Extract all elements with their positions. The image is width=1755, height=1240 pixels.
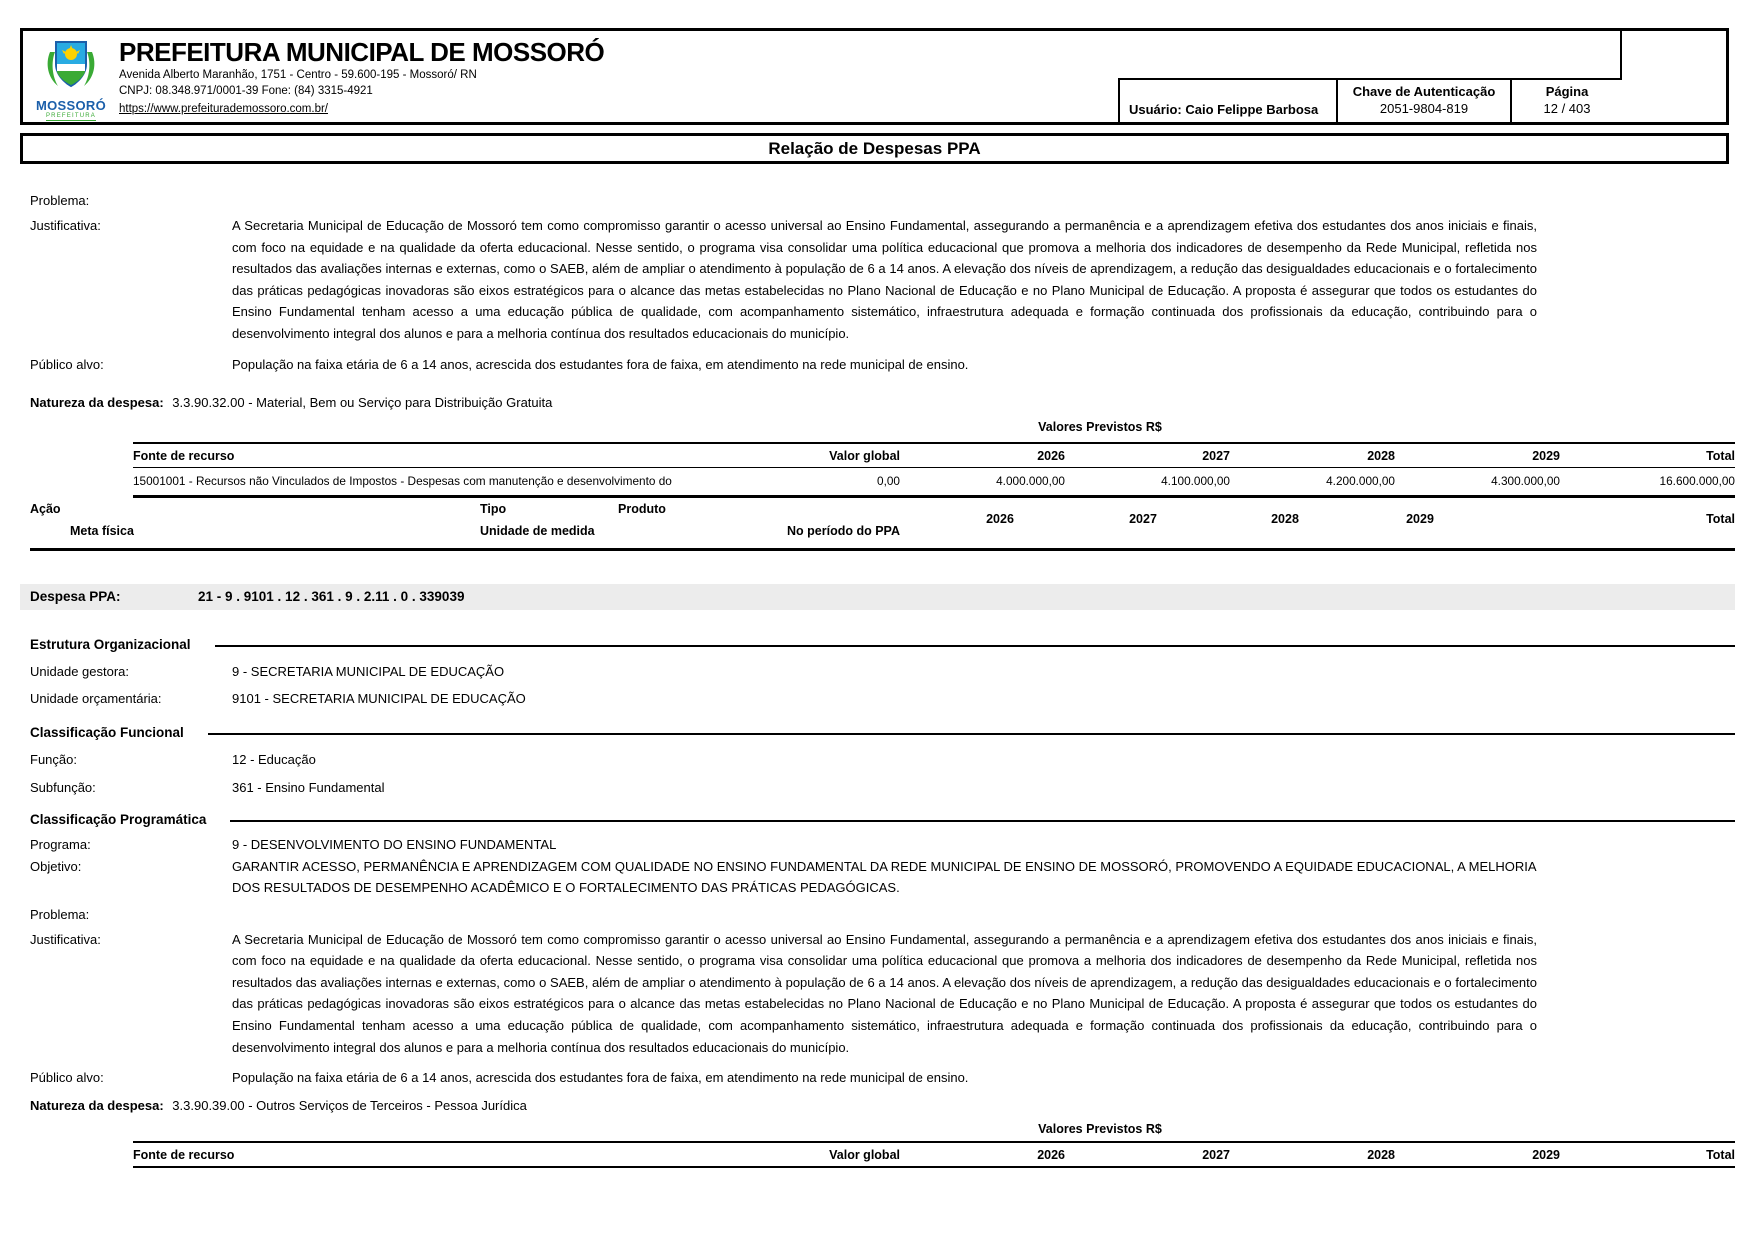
report-title: Relação de Despesas PPA (768, 138, 981, 158)
org-address: Avenida Alberto Maranhão, 1751 - Centro - 59.600-195 - Mossoró/ RN (119, 69, 477, 81)
justificativa-label: Justificativa: (30, 218, 101, 233)
unidade-gestora-row (30, 661, 1735, 683)
city-crest-logo (23, 31, 119, 122)
natureza-value-2: 3.3.90.39.00 - Outros Serviços de Terceiros - Pessoa Jurídica (172, 1098, 527, 1114)
col-2029-header: 2029 (1532, 448, 1560, 463)
section-title: Classificação Programática (30, 812, 207, 828)
unidade-medida-label: Unidade de medida (480, 523, 595, 538)
acao-year-2026: 2026 (986, 511, 1014, 526)
publico-alvo-row (30, 354, 1735, 376)
user-cell: Usuário: Caio Felippe Barbosa (1118, 78, 1336, 122)
problema-label: Problema: (30, 906, 90, 922)
cell-2027: 4.100.000,00 (1161, 473, 1230, 488)
subfuncao-label: Subfunção: (30, 779, 96, 795)
section-rule (230, 820, 1735, 822)
publico-alvo-label: Público alvo: (30, 1070, 104, 1086)
natureza-label: Natureza da despesa: (30, 394, 164, 410)
org-title: PREFEITURA MUNICIPAL DE MOSSORÓ (119, 37, 605, 67)
justificativa-row (30, 215, 1735, 345)
logo-city-name: MOSSORÓ (36, 98, 106, 113)
unidade-gestora-value: 9 - SECRETARIA MUNICIPAL DE EDUCAÇÃO (232, 663, 505, 679)
problema-row (30, 190, 1735, 212)
header-empty-cell (1620, 31, 1726, 122)
auth-key-cell (1336, 78, 1510, 122)
col-2027-header: 2027 (1202, 448, 1230, 463)
report-title-bar (20, 133, 1729, 164)
page-number-cell (1510, 78, 1622, 122)
acao-year-2028: 2028 (1271, 511, 1299, 526)
col-valor-global-header: Valor global (829, 448, 900, 463)
acao-label: Ação (30, 501, 61, 516)
justificativa-value: A Secretaria Municipal de Educação de Mossoró tem como compromisso garantir o acesso universal ao Ensino Fundamental, assegurando a permanência e a aprendizagem efetiva dos estudantes dos anos iniciais e finais, com foco na equidade e na qualidade da oferta educacional. Nesse sentido, o programa visa consolidar uma política educacional que promova a melhoria dos indicadores de desempenho da Rede Municipal, refletida nos resultados das avaliações internas e externas, como o SAEB, além de ampliar o atendimento à população de 6 a 14 anos. A elevação dos níveis de aprendizagem, a redução das desigualdades educacionais e o fortalecimento das práticas pedagógicas inovadoras são eixos estratégicos para o alcance das metas estabelecidas no Plano Nacional de Educação e no Plano Municipal de Educação. A proposta é assegurar que todos os estudantes do Ensino Fundamental tenham acesso a uma educação pública de qualidade, com acompanhamento sistemático, infraestrutura adequada e formação continuada dos profissionais da educação, contribuindo para o desenvolvimento integral dos alunos e para a melhoria contínua dos resultados educacionais do município. (232, 931, 1537, 1055)
unidade-orcamentaria-value: 9101 - SECRETARIA MUNICIPAL DE EDUCAÇÃO (232, 690, 526, 706)
problema-label: Problema: (30, 193, 90, 208)
justificativa-value: A Secretaria Municipal de Educação de Mossoró tem como compromisso garantir o acesso universal ao Ensino Fundamental, assegurando a permanência e a aprendizagem efetiva dos estudantes dos anos iniciais e finais, com foco na equidade e na qualidade da oferta educacional. Nesse sentido, o programa visa consolidar uma política educacional que promova a melhoria dos indicadores de desempenho da Rede Municipal, refletida nos resultados das avaliações internas e externas, como o SAEB, além de ampliar o atendimento à população de 6 a 14 anos. A elevação dos níveis de aprendizagem, a redução das desigualdades educacionais e o fortalecimento das práticas pedagógicas inovadoras são eixos estratégicos para o alcance das metas estabelecidas no Plano Nacional de Educação e no Plano Municipal de Educação. A proposta é assegurar que todos os estudantes do Ensino Fundamental tenham acesso a uma educação pública de qualidade, com acompanhamento sistemático, infraestrutura adequada e formação continuada dos profissionais da educação, contribuindo para o desenvolvimento integral dos alunos e para a melhoria contínua dos resultados educacionais do município. (232, 218, 1537, 341)
publico-alvo-row-2 (30, 1067, 1735, 1089)
cell-2028: 4.200.000,00 (1326, 473, 1395, 488)
col-2028-header: 2028 (1367, 1148, 1395, 1163)
funcao-row (30, 749, 1735, 771)
periodo-ppa-label: No período do PPA (787, 523, 900, 538)
subfuncao-row (30, 777, 1735, 799)
publico-alvo-label: Público alvo: (30, 356, 104, 372)
col-2026-header: 2026 (1037, 448, 1065, 463)
section-title: Classificação Funcional (30, 725, 184, 741)
publico-alvo-value: População na faixa etária de 6 a 14 anos, acrescida dos estudantes fora de faixa, em atendimento na rede municipal de ensino. (232, 1070, 969, 1086)
cell-total: 16.600.000,00 (1659, 473, 1735, 488)
funcao-value: 12 - Educação (232, 751, 316, 767)
section-classificacao-programatica (30, 809, 1735, 831)
logo-subtitle: PREFEITURA (45, 113, 96, 119)
col-fonte-header: Fonte de recurso (133, 1148, 235, 1163)
acao-year-2029: 2029 (1406, 511, 1434, 526)
section-title: Estrutura Organizacional (30, 637, 191, 653)
problema-value (232, 904, 1537, 926)
fonte-table-header (133, 442, 1735, 468)
objetivo-label: Objetivo: (30, 858, 82, 874)
justificativa-label: Justificativa: (30, 931, 101, 947)
col-fonte-header: Fonte de recurso (133, 448, 235, 463)
cell-valor-global: 0,00 (877, 473, 900, 488)
crest-icon (42, 38, 100, 97)
document-header (20, 28, 1729, 125)
col-2027-header: 2027 (1202, 1148, 1230, 1163)
natureza-value-1: 3.3.90.32.00 - Material, Bem ou Serviço para Distribuição Gratuita (172, 394, 553, 410)
fonte-table-header-2 (133, 1141, 1735, 1168)
publico-alvo-value: População na faixa etária de 6 a 14 anos, acrescida dos estudantes fora de faixa, em atendimento na rede municipal de ensino. (232, 356, 969, 372)
col-2029-header: 2029 (1532, 1148, 1560, 1163)
objetivo-value: GARANTIR ACESSO, PERMANÊNCIA E APRENDIZAGEM COM QUALIDADE NO ENSINO FUNDAMENTAL DA REDE MUNICIPAL DE ENSINO DE MOSSORÓ, PROMOVENDO A EQUIDADE EDUCACIONAL, A MELHORIA DOS RESULTADOS DE DESEMPENHO ACADÊMICO E O FORTALECIMENTO DAS PRÁTICAS PEDAGÓGICAS. (232, 858, 1536, 896)
problema-value (232, 190, 1537, 212)
col-2026-header: 2026 (1037, 1148, 1065, 1163)
meta-fisica-label: Meta física (70, 523, 134, 538)
tipo-label: Tipo (480, 501, 507, 516)
despesa-ppa-label: Despesa PPA: (30, 589, 121, 605)
col-total-header: Total (1706, 1148, 1735, 1163)
col-total-header: Total (1706, 448, 1735, 463)
section-rule (215, 645, 1735, 647)
section-classificacao-funcional (30, 722, 1735, 744)
unidade-orcamentaria-row (30, 688, 1735, 710)
unidade-orcamentaria-label: Unidade orçamentária: (30, 690, 162, 706)
acao-year-2027: 2027 (1129, 511, 1157, 526)
header-meta-cells (1118, 78, 1622, 122)
cell-2026: 4.000.000,00 (996, 473, 1065, 488)
fonte-recurso-table (133, 442, 1735, 498)
page-value: 12 / 403 (1543, 101, 1591, 116)
page-label: Página (1545, 84, 1589, 99)
cell-fonte: 15001001 - Recursos não Vinculados de Impostos - Despesas com manutenção e desenvolvimento do (133, 473, 672, 488)
programa-value: 9 - DESENVOLVIMENTO DO ENSINO FUNDAMENTAL (232, 836, 557, 852)
valores-previstos-title-2: Valores Previstos R$ (1038, 1122, 1162, 1137)
unidade-gestora-label: Unidade gestora: (30, 663, 130, 679)
section-rule (208, 733, 1735, 735)
despesa-ppa-code: 21 - 9 . 9101 . 12 . 361 . 9 . 2.11 . 0 . 339039 (198, 589, 465, 605)
programa-label: Programa: (30, 836, 91, 852)
auth-key-label: Chave de Autenticação (1352, 84, 1496, 99)
col-2028-header: 2028 (1367, 448, 1395, 463)
auth-key-value: 2051-9804-819 (1379, 101, 1469, 116)
natureza-label: Natureza da despesa: (30, 1098, 164, 1114)
acao-total-label: Total (1706, 511, 1735, 526)
justificativa-row-2 (30, 929, 1735, 1059)
problema-row-2 (30, 904, 1735, 926)
natureza-despesa-row-2 (30, 1095, 1735, 1117)
natureza-despesa-row-1 (30, 392, 1735, 414)
acao-header-band (30, 498, 1735, 551)
programa-row (30, 834, 1735, 856)
subfuncao-value: 361 - Ensino Fundamental (232, 779, 385, 795)
org-cnpj-phone: CNPJ: 08.348.971/0001-39 Fone: (84) 3315-4921 (119, 85, 373, 97)
funcao-label: Função: (30, 751, 77, 767)
valores-previstos-title-1: Valores Previstos R$ (1038, 419, 1162, 434)
fonte-recurso-table-2 (133, 1141, 1735, 1168)
section-estrutura-organizacional (30, 634, 1735, 656)
col-valor-global-header: Valor global (829, 1148, 900, 1163)
report-body (30, 178, 1735, 1168)
objetivo-row (30, 856, 1735, 899)
website-link[interactable]: https://www.prefeiturademossoro.com.br/ (119, 103, 328, 115)
cell-2029: 4.300.000,00 (1491, 473, 1560, 488)
produto-label: Produto (618, 501, 666, 516)
despesa-ppa-band (20, 584, 1735, 610)
fonte-table-row (133, 468, 1735, 498)
